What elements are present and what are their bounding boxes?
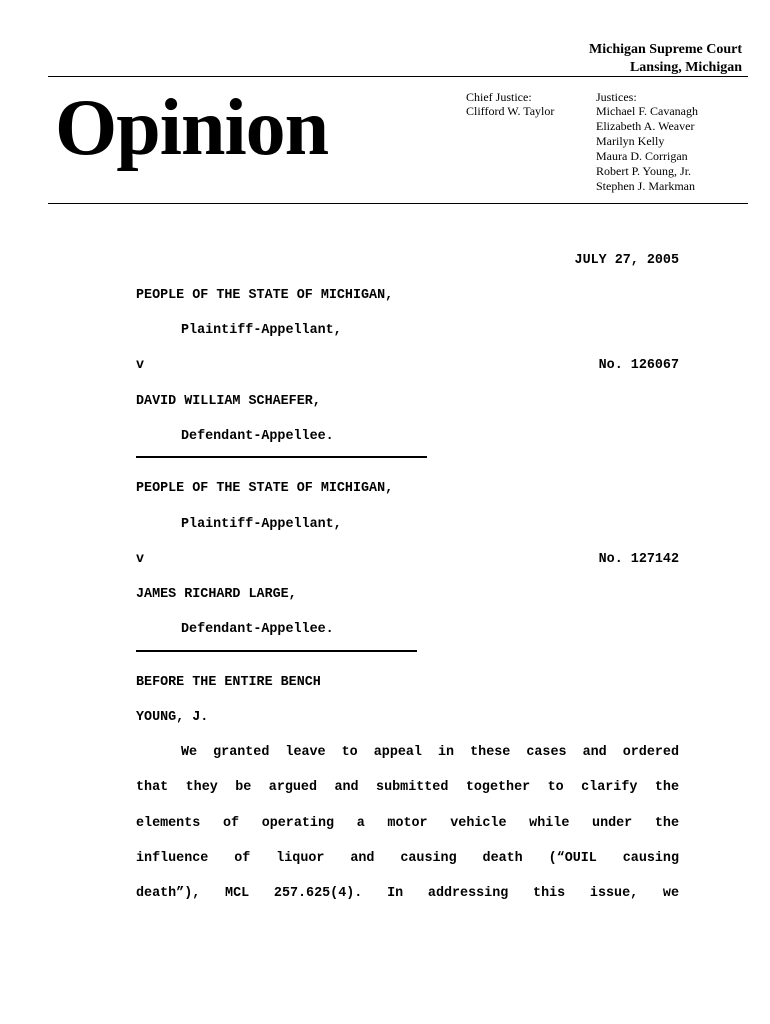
header-bottom-rule — [48, 203, 748, 204]
case-2-divider — [136, 650, 417, 652]
justice-name: Maura D. Corrigan — [596, 149, 688, 163]
body-line: We granted leave to appeal in these cases and ordered — [181, 745, 679, 760]
case-2-plaintiff: PEOPLE OF THE STATE OF MICHIGAN, — [136, 481, 394, 496]
opinion-date: JULY 27, 2005 — [574, 253, 679, 268]
case-2-defendant: JAMES RICHARD LARGE, — [136, 587, 297, 602]
case-2-number: No. 127142 — [598, 552, 679, 567]
opinion-author: YOUNG, J. — [136, 710, 209, 725]
case-1-divider — [136, 456, 427, 458]
case-2-versus: v — [136, 552, 145, 567]
case-1-defendant-role: Defendant-Appellee. — [181, 429, 334, 444]
case-1-number: No. 126067 — [598, 358, 679, 373]
body-line: elements of operating a motor vehicle while under the — [136, 816, 679, 831]
case-2-plaintiff-role: Plaintiff-Appellant, — [181, 517, 342, 532]
body-line: that they be argued and submitted together to clarify the — [136, 780, 679, 795]
court-location: Lansing, Michigan — [629, 60, 742, 75]
case-1-plaintiff-role: Plaintiff-Appellant, — [181, 323, 342, 338]
case-1-plaintiff: PEOPLE OF THE STATE OF MICHIGAN, — [136, 288, 394, 303]
justices-list — [596, 104, 698, 194]
justice-name: Elizabeth A. Weaver — [596, 119, 695, 133]
justice-name: Michael F. Cavanagh — [596, 104, 699, 118]
justice-name: Marilyn Kelly — [596, 134, 665, 148]
case-1-defendant: DAVID WILLIAM SCHAEFER, — [136, 394, 321, 409]
page-title: Opinion — [55, 84, 329, 172]
justices-label: Justices: — [596, 90, 637, 104]
justice-name: Robert P. Young, Jr. — [596, 164, 692, 178]
justice-name: Stephen J. Markman — [596, 179, 695, 193]
body-line: death”), MCL 257.625(4). In addressing this issue, we — [136, 886, 679, 901]
case-2-defendant-role: Defendant-Appellee. — [181, 622, 334, 637]
case-1-versus: v — [136, 358, 145, 373]
header-top-rule — [48, 76, 748, 77]
court-name: Michigan Supreme Court — [589, 42, 742, 57]
chief-justice-name: Clifford W. Taylor — [466, 104, 555, 118]
body-line: influence of liquor and causing death (“OUIL causing — [136, 851, 679, 866]
bench-statement: BEFORE THE ENTIRE BENCH — [136, 675, 321, 690]
chief-justice-label: Chief Justice: — [466, 90, 532, 104]
